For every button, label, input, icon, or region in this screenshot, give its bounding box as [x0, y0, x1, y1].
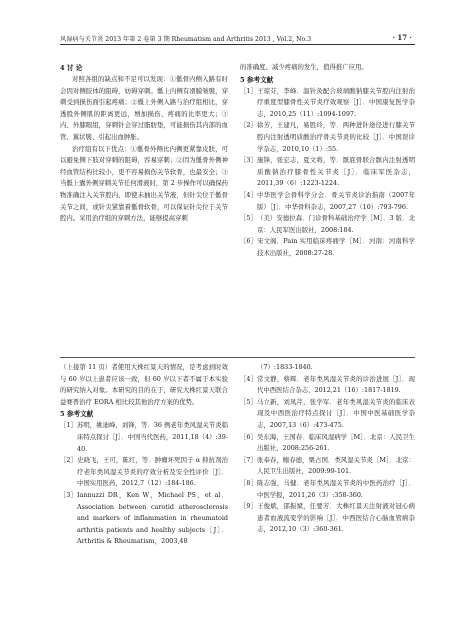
reference-number: ［4］: [240, 190, 257, 199]
reference-item: [240, 397, 415, 432]
continued-article-right: [240, 362, 415, 536]
reference-number: ［2］: [240, 121, 257, 130]
continued-article-left: [60, 362, 228, 548]
reference-continuation: （7）:1833-1840.: [257, 363, 313, 371]
reference-text: 王琼芬，李峰．温针灸配合玻璃酸钠膝关节腔内注射治疗重度型膝骨性关节炎疗效观察［J］．中国康复医学杂志，2010,25（11）:1094-1097.: [257, 86, 415, 118]
reference-text: 中华医学会骨科学分会．骨关节炎诊治指南（2007年版）［J］．中华骨科杂志，2007,27（10）:793-796.: [257, 190, 415, 211]
reference-number: ［6］: [240, 432, 257, 441]
reference-text: 马立新，刘凤芹，张学军．老年类风湿关节炎的临床表现及中西医治疗特点探讨［J］．中国中医基础医学杂志，2007,13（6）:473-475.: [257, 397, 415, 429]
reference-item: [60, 420, 228, 455]
reference-text: 史晓飞，王可，陈红，等．肿瘤坏死因子 α 抑抗剂治疗老年类风湿关节炎的疗效分析及安全性评价［J］．中国实用医药，2012,7（12）:184-186.: [77, 456, 228, 488]
reference-text: 常文静，蔡辉．老年类风湿关节炎的诊治进展［J］．现代中西医结合杂志，2012,21（16）:1817-1819.: [257, 374, 415, 395]
reference-number: ［5］: [240, 397, 257, 406]
reference-number: ［2］: [60, 456, 77, 465]
discussion-heading: 4 讨 论: [60, 64, 83, 72]
reference-number: ［7］: [240, 455, 257, 464]
reference-text: 徐芳，王建凡，易胜玲，等．两种进针途径进行膝关节腔内注射透明质酸治疗骨关节炎的比较［J］．中国误诊学杂志，2010,10（1）:55.: [257, 121, 415, 153]
reference-number: ［4］: [240, 374, 257, 383]
header-rule: [60, 44, 415, 45]
reference-item: [240, 455, 415, 478]
reference-item: [60, 455, 228, 490]
reference-item: [240, 120, 415, 155]
reference-text: 苏明，姚迪峰，刘锋，等．36 例老年类风湿关节炎临床特点探讨［J］．中国当代医药，2011,18（4）:39-40.: [77, 421, 228, 453]
references-heading: 5 参考文献: [60, 410, 94, 419]
reference-number: ［6］: [240, 237, 257, 246]
conclusion-continuation: 的准确度、减少疼痛的发生，值得推广应用。: [240, 63, 368, 71]
reference-text: Iannuzzi DR，Ken W，Michael PS，et al．Association between carotid atherosclerosis and markers of inflammation in rheumatoid arthritis patients and healthy subjects［J］．Arthritis & Rheumatism，2003,48: [77, 490, 228, 546]
article-divider: [60, 357, 415, 358]
references-heading: 5 参考文献: [240, 75, 274, 84]
reference-list: [60, 420, 228, 548]
reference-item: [240, 236, 415, 259]
reference-item: [240, 190, 415, 213]
reference-text: 陈志强，马健．老年类风湿关节炎的中医药治疗［J］．中医学报，2011,26（3）:358-360.: [257, 478, 415, 499]
reference-text: 王俊斌，邵振斌，任要芳．大株红景天注射液对冠心病患者血液流变学的影响［J］．中西医结合心脑血管病杂志，2012,10（3）:360-361.: [257, 502, 415, 534]
reference-item: [240, 374, 415, 397]
page-number: · 17 ·: [392, 33, 412, 42]
reference-text: （美）安德拉森．门诊骨科基础治疗学［M］．3 版．北京：人民军医出版社，2008:184.: [257, 214, 415, 234]
discussion-paragraph: 治疗组有以下优点：①骶骨外侧比内侧更紧靠皮肤，可以避免侧下肢对穿刺的阻碍，容易穿刺；②因为骶骨外侧神经血管结构比较小，更不容易损伤关节软骨，也最安全；③当骶上囊外侧穿刺关节任何滑液时，第 2 步操作可以确保药物准确注入关节腔内，即使未抽出关节液，但针尖位于骶骨关节之间，或针尖紧靠着骶骨软骨，可以保证针尖位于关节腔内。采用治疗组的穿刺方法，能够提高穿刺: [60, 144, 228, 223]
reference-item: [60, 490, 228, 548]
reference-number: ［1］: [60, 421, 77, 430]
reference-text: 张奉春，鲍春德，栗占国．类风湿关节炎［M］．北京：人民卫生出版社，2009:99-101.: [257, 455, 415, 476]
reference-item: [240, 432, 415, 455]
discussion-section: [60, 62, 228, 225]
reference-number: ［3］: [240, 156, 257, 165]
reference-list: [240, 374, 415, 536]
reference-text: 吴东海，王国春．临床风湿病学［M］．北京：人民卫生出版社，2008:256-261.: [257, 432, 415, 453]
running-header: 风湿病与关节炎 2013 年第 2 卷第 3 期 Rheumatism and Arthritis 2013 , Vol.2, No.3: [60, 36, 312, 43]
reference-number: ［1］: [240, 86, 257, 95]
continuation-paragraph: （上接第 11 页）者使用大株红景天的情况，是考虑到时效与 60 岁以上患者应该一致，但 60 岁以下者不属于本实验的研究纳入对象。本研究的目的在于，研究大株红景天联合益赛普治疗 EORA 相比较其他治疗方案的优势。: [60, 363, 228, 406]
reference-number: ［5］: [240, 214, 257, 223]
reference-number: ［9］: [240, 502, 257, 511]
references-section-top: [240, 62, 415, 260]
reference-number: ［8］: [240, 478, 257, 487]
reference-text: 施锋，张宏志，夏文将，等．髌底骨联合髌内注射透明质酸钠治疗膝骨性关节炎［J］．临床军医杂志，2011,39（6）:1223-1224.: [257, 156, 415, 188]
reference-list: [240, 86, 415, 260]
reference-item: [240, 501, 415, 536]
discussion-paragraph: 对照各组的缺点和不足可以发现：①骶骨内侧入路有时会因对侧肢体的阻碍，妨碍穿刺。骶上内侧有滑膜皱襞，穿刺受到损伤面引起疼痛；②骶上外侧入路与治疗组相比，穿透股外侧肌的距离更远，增加损伤、疼痛的比率更大；③内、外膝眼组，穿刺针会穿过脂肪垫，可能损伤其内部的血管、翼状襞、引起出血肿胀。: [60, 75, 228, 141]
reference-item: [240, 478, 415, 501]
reference-text: 宋文阁．Pain 实用临床疼痛学［M］．河南：河南科学技术出版社，2008:27-28.: [257, 237, 415, 257]
reference-item: [240, 86, 415, 121]
reference-number: ［3］: [60, 490, 77, 499]
reference-item: [240, 213, 415, 236]
reference-item: [240, 155, 415, 190]
